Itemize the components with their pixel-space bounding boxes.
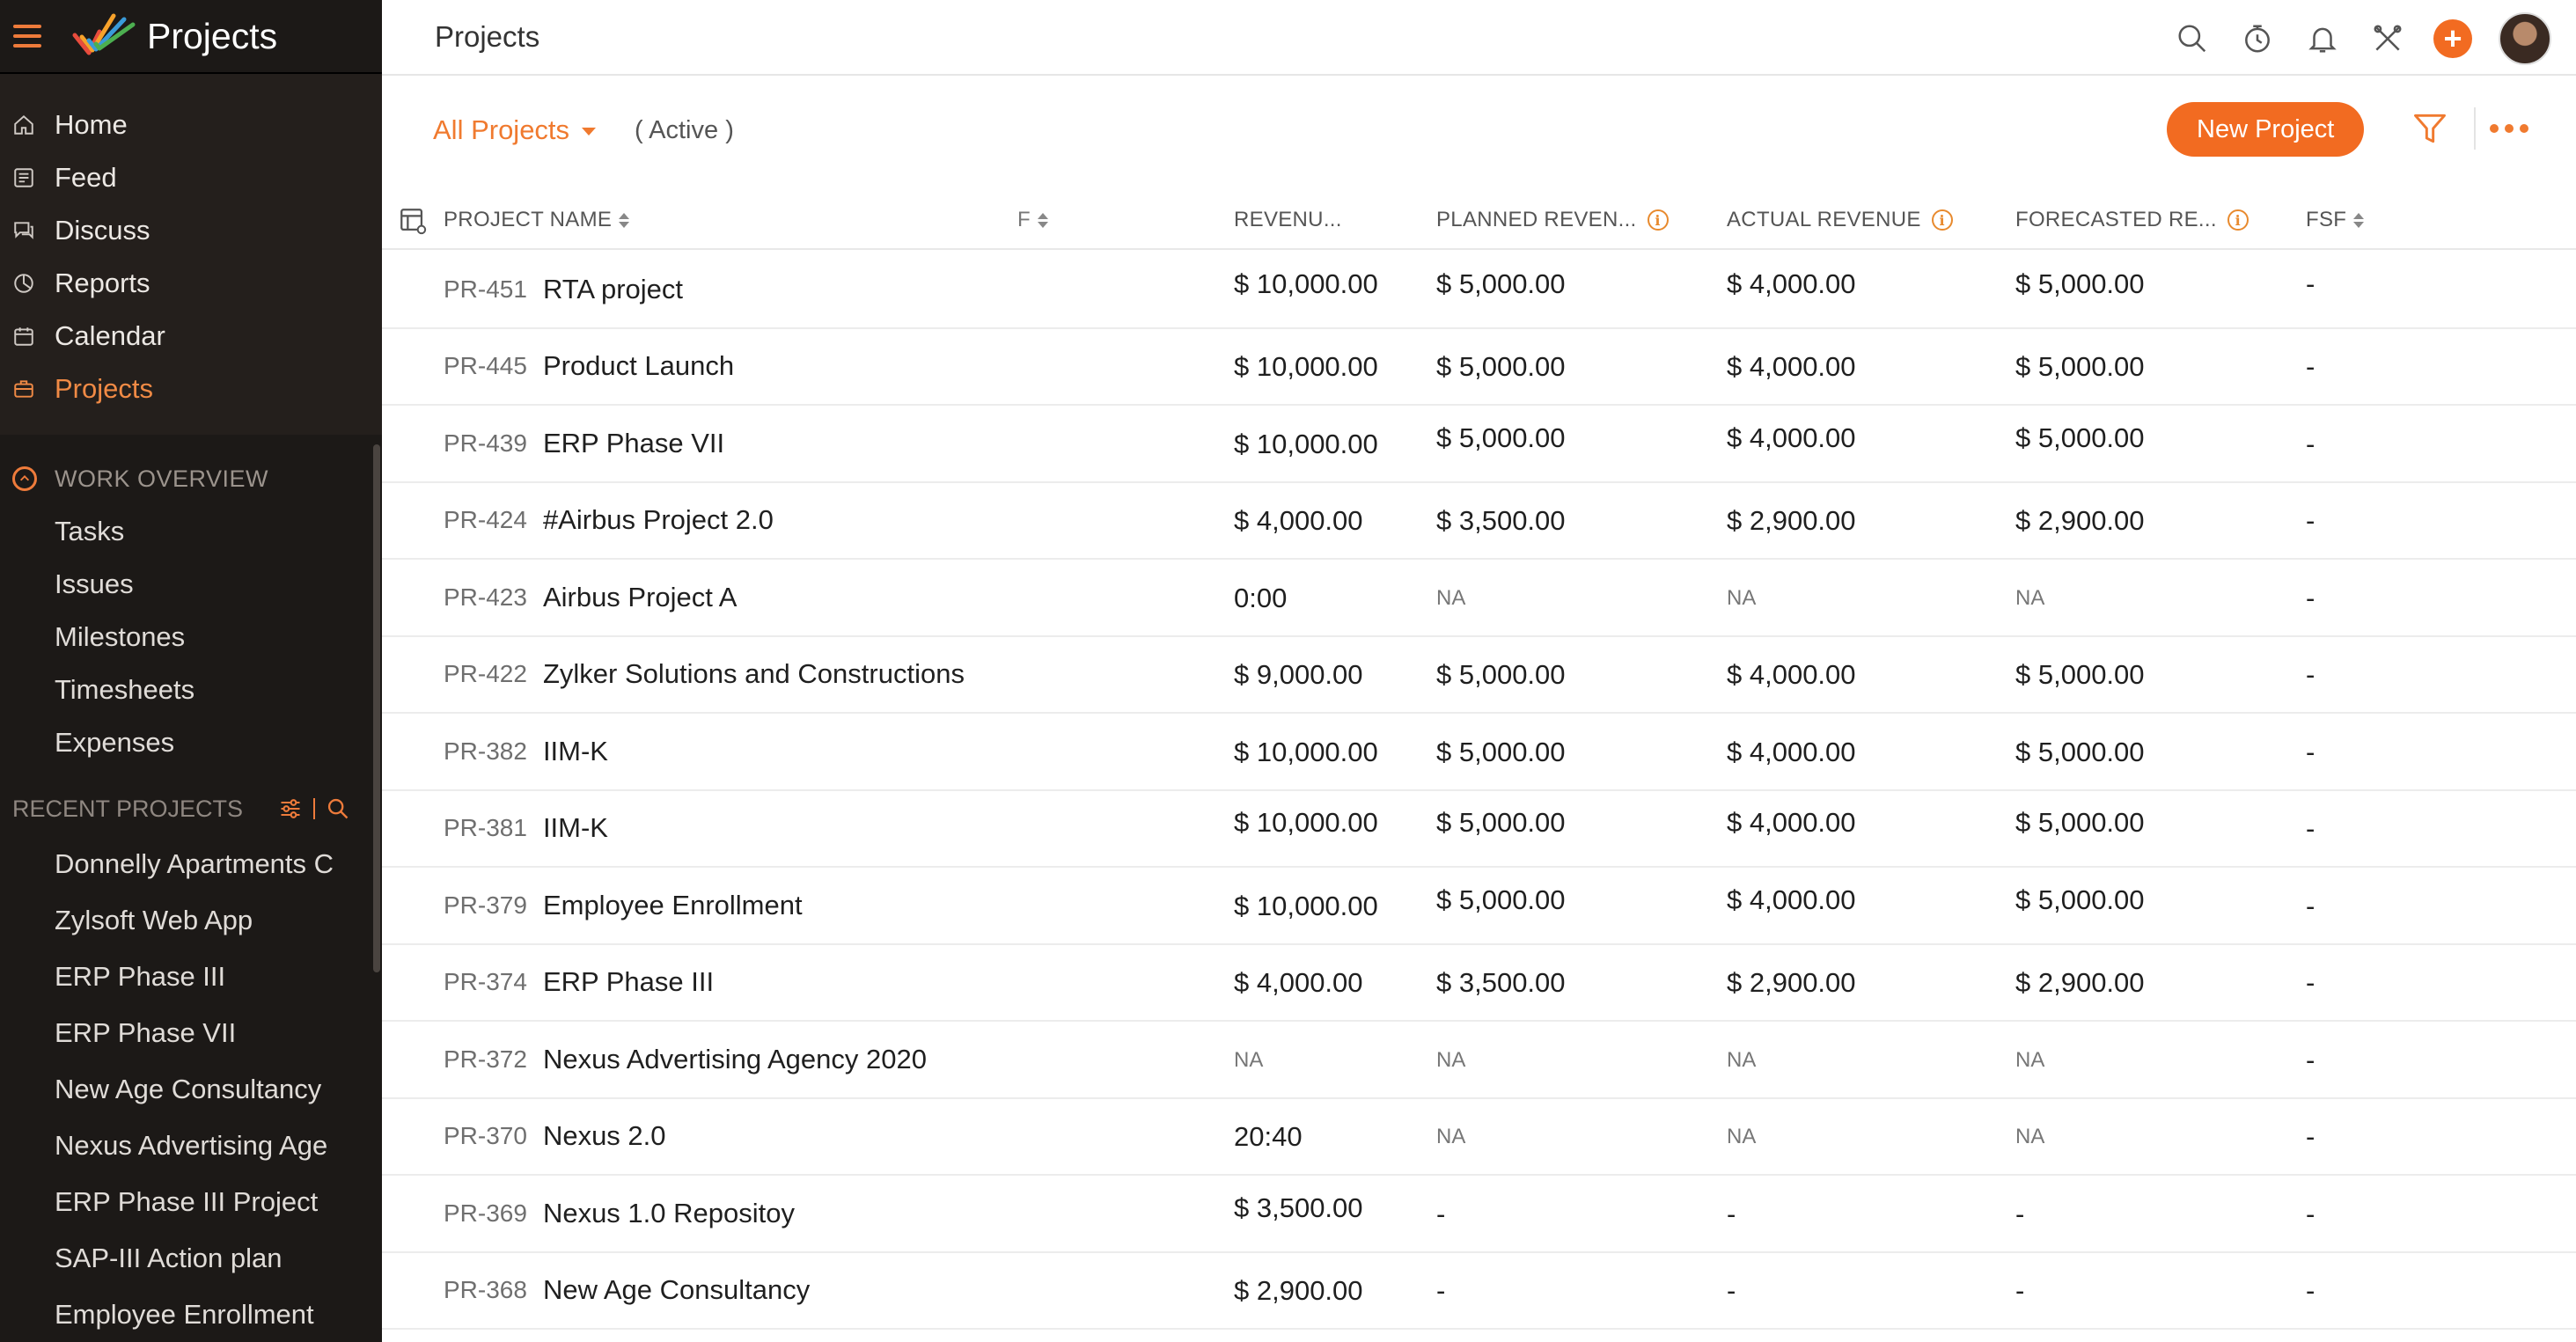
forecasted-revenue-cell: NA [2015,1047,2045,1072]
column-settings-icon[interactable] [398,206,428,236]
revenue-cell: $ 10,000.00 [1234,736,1378,767]
revenue-cell: 0:00 [1234,582,1288,613]
recent-project-item[interactable]: ERP Phase III [55,961,226,992]
tools-icon[interactable] [2368,19,2407,58]
actual-revenue-cell: $ 4,000.00 [1727,422,1856,453]
sidebar-item-issues[interactable]: Issues [55,568,134,599]
project-cell [382,483,1012,561]
actual-revenue-cell: NA [1727,585,1757,610]
recent-project-item[interactable]: Nexus Advertising Age [55,1130,328,1161]
actual-revenue-cell: NA [1727,1125,1757,1149]
project-id: PR-439 [444,429,527,457]
project-name-link[interactable]: Product Launch [542,350,735,382]
recent-projects-tools [278,796,350,821]
nav-item-label: Reports [55,268,150,298]
nav-item-calendar[interactable] [0,310,382,363]
planned-revenue-cell: $ 5,000.00 [1436,659,1566,691]
project-cell [382,1176,1012,1253]
forecasted-revenue-cell: $ 5,000.00 [2015,736,2145,767]
project-cell [382,406,1012,483]
sidebar [0,0,382,1342]
planned-revenue-cell: $ 5,000.00 [1436,884,1566,915]
project-name-link[interactable]: RTA project [542,273,684,304]
project-view-label: All Projects [433,114,570,145]
project-cell [382,560,1012,637]
nav-item-reports[interactable] [0,257,382,310]
table-row[interactable] [382,637,2576,715]
column-label: F [1017,208,1031,231]
actual-revenue-cell: - [1727,1198,1736,1229]
project-name-link[interactable]: #Airbus Project 2.0 [542,504,774,536]
recent-projects-heading [0,781,382,836]
forecasted-revenue-cell: $ 5,000.00 [2015,268,2145,299]
column-partial[interactable] [1017,208,1048,232]
fsf-cell: - [2306,813,2315,845]
planned-revenue-cell: - [1436,1198,1446,1229]
revenue-cell: $ 10,000.00 [1234,807,1378,839]
sidebar-item-tasks[interactable]: Tasks [55,516,125,546]
nav-item-label: Projects [55,373,153,404]
sidebar-header [0,0,382,74]
project-cell [382,252,1012,329]
planned-revenue-cell: $ 5,000.00 [1436,351,1566,383]
work-overview-heading[interactable] [0,452,382,505]
project-id: PR-369 [444,1199,527,1227]
search-icon[interactable] [2173,19,2212,58]
column-label: PLANNED REVEN... [1436,208,1637,231]
calendar-icon [12,325,35,348]
planned-revenue-cell: $ 3,500.00 [1436,967,1566,999]
table-row[interactable] [382,560,2576,637]
project-id: PR-381 [444,814,527,842]
project-cell [382,1099,1012,1177]
timer-icon[interactable] [2238,19,2277,58]
fsf-cell: - [2306,1198,2315,1229]
forecasted-revenue-cell: NA [2015,1125,2045,1149]
project-cell [382,868,1012,945]
planned-revenue-cell: $ 5,000.00 [1436,736,1566,767]
main-nav [0,74,382,435]
revenue-cell: $ 4,000.00 [1234,505,1363,537]
table-row[interactable] [382,329,2576,407]
table-row[interactable] [382,945,2576,1023]
forecasted-revenue-cell: $ 5,000.00 [2015,351,2145,383]
actual-revenue-cell: $ 2,900.00 [1727,967,1856,999]
column-label: PROJECT NAME [444,208,613,231]
fsf-cell: - [2306,890,2315,921]
column-label: REVENU... [1234,208,1342,231]
nav-item-feed[interactable] [0,151,382,204]
project-name-link[interactable]: Nexus 1.0 Repositoy [542,1197,795,1228]
separator [313,798,315,819]
table-row[interactable] [382,252,2576,329]
revenue-cell: $ 10,000.00 [1234,268,1378,299]
forecasted-revenue-cell: - [2015,1198,2025,1229]
fsf-cell: - [2306,659,2315,691]
revenue-cell: $ 10,000.00 [1234,890,1378,921]
fsf-cell: - [2306,428,2315,459]
project-id: PR-374 [444,968,527,996]
quick-add-plus-icon[interactable]: + [2433,19,2472,58]
forecasted-revenue-cell: NA [2015,585,2045,610]
recent-project-item[interactable]: New Age Consultancy [55,1074,322,1104]
project-name-link[interactable]: IIM-K [542,812,608,844]
page-title: Projects [435,20,540,53]
project-name-link[interactable]: New Age Consultancy [542,1274,811,1306]
revenue-cell: NA [1234,1047,1264,1072]
sidebar-item-expenses[interactable]: Expenses [55,727,175,758]
fsf-cell: - [2306,967,2315,999]
table-row[interactable] [382,483,2576,561]
project-cell [382,1253,1012,1331]
bell-icon[interactable] [2303,19,2342,58]
nav-item-label: Home [55,109,128,140]
table-row[interactable] [382,1176,2576,1253]
table-header [382,194,2576,250]
actual-revenue-cell: $ 4,000.00 [1727,659,1856,691]
project-id: PR-445 [444,352,527,380]
forecasted-revenue-cell: $ 2,900.00 [2015,505,2145,537]
filter-icon[interactable] [2411,109,2449,148]
column-revenue[interactable] [1234,208,1342,232]
fsf-cell: - [2306,1121,2315,1153]
more-options-icon[interactable] [2490,111,2528,146]
table-row[interactable] [382,1253,2576,1331]
planned-revenue-cell: $ 5,000.00 [1436,422,1566,453]
planned-revenue-cell: - [1436,1275,1446,1307]
actual-revenue-cell: $ 4,000.00 [1727,807,1856,839]
project-cell [382,637,1012,715]
project-id: PR-422 [444,660,527,688]
sort-icon[interactable] [619,213,629,228]
top-header [382,0,2576,76]
app-logo-icon [70,9,136,63]
actual-revenue-cell: NA [1727,1047,1757,1072]
recent-project-item[interactable]: Zylsoft Web App [55,905,253,935]
revenue-cell: $ 9,000.00 [1234,659,1363,691]
actual-revenue-cell: $ 4,000.00 [1727,351,1856,383]
project-cell [382,791,1012,869]
fsf-cell: - [2306,1044,2315,1075]
nav-item-label: Discuss [55,215,150,246]
planned-revenue-cell: NA [1436,585,1466,610]
planned-revenue-cell: $ 5,000.00 [1436,268,1566,299]
project-id: PR-382 [444,737,527,765]
avatar[interactable] [2499,12,2551,65]
collapse-chevron-icon[interactable] [12,466,37,491]
app-title: Projects [147,15,278,56]
info-icon[interactable]: i [2227,209,2249,231]
column-label: FORECASTED RE... [2015,208,2217,231]
sliders-icon[interactable] [278,796,303,821]
revenue-cell: $ 2,900.00 [1234,1275,1363,1307]
forecasted-revenue-cell: - [2015,1275,2025,1307]
fsf-cell: - [2306,1275,2315,1307]
revenue-cell: $ 10,000.00 [1234,428,1378,459]
toolbar-divider [2474,107,2476,150]
recent-project-item[interactable]: ERP Phase III Project [55,1186,319,1217]
project-cell [382,945,1012,1023]
project-view-dropdown[interactable] [433,114,596,146]
table-row[interactable] [382,868,2576,945]
column-actual-revenue[interactable] [1727,208,1953,232]
revenue-cell: $ 4,000.00 [1234,967,1363,999]
column-label: FSF [2306,208,2347,231]
revenue-cell: 20:40 [1234,1121,1303,1153]
fsf-cell: - [2306,268,2315,299]
view-toolbar [382,77,2576,183]
recent-project-item[interactable]: Donnelly Apartments C [55,848,334,879]
project-name-link[interactable]: Nexus Advertising Agency 2020 [542,1043,927,1074]
fsf-cell: - [2306,736,2315,767]
forecasted-revenue-cell: $ 2,900.00 [2015,967,2145,999]
status-label: ( Active ) [635,115,734,144]
table-body [382,252,2576,1330]
revenue-cell: $ 3,500.00 [1234,1192,1363,1223]
column-planned-revenue[interactable] [1436,208,1669,232]
project-id: PR-368 [444,1276,527,1304]
forecasted-revenue-cell: $ 5,000.00 [2015,884,2145,915]
hamburger-menu-icon[interactable] [13,25,41,48]
recent-project-item[interactable]: SAP-III Action plan [55,1243,283,1273]
search-icon[interactable] [326,796,350,821]
sort-icon[interactable] [2353,213,2364,228]
sidebar-scrollbar[interactable] [373,444,380,972]
project-id: PR-424 [444,506,527,534]
recent-project-item[interactable]: Employee Enrollment [55,1299,314,1330]
column-label: ACTUAL REVENUE [1727,208,1921,231]
sidebar-item-milestones[interactable]: Milestones [55,621,186,652]
sidebar-item-timesheets[interactable]: Timesheets [55,674,195,705]
fsf-cell: - [2306,505,2315,537]
forecasted-revenue-cell: $ 5,000.00 [2015,422,2145,453]
forecasted-revenue-cell: $ 5,000.00 [2015,659,2145,691]
work-overview-label: WORK OVERVIEW [55,465,269,492]
revenue-cell: $ 10,000.00 [1234,351,1378,383]
column-forecasted-revenue[interactable] [2015,208,2249,232]
project-id: PR-379 [444,891,527,919]
actual-revenue-cell: $ 4,000.00 [1727,884,1856,915]
planned-revenue-cell: NA [1436,1047,1466,1072]
caret-down-icon [582,128,596,136]
actual-revenue-cell: $ 4,000.00 [1727,268,1856,299]
actual-revenue-cell: $ 2,900.00 [1727,505,1856,537]
project-name-link[interactable]: Airbus Project A [542,581,738,612]
fsf-cell: - [2306,582,2315,613]
project-name-link[interactable]: ERP Phase VII [542,427,725,458]
info-icon[interactable]: i [1932,209,1953,231]
table-row[interactable] [382,791,2576,869]
recent-project-item[interactable]: ERP Phase VII [55,1017,237,1048]
column-project-name[interactable] [444,208,629,232]
reports-icon [12,272,35,295]
project-cell [382,1022,1012,1099]
project-name-link[interactable]: IIM-K [542,735,608,766]
sort-icon[interactable] [1038,213,1048,228]
header-actions [2173,12,2551,65]
project-id: PR-423 [444,583,527,611]
discuss-icon [12,219,35,242]
table-row[interactable] [382,1099,2576,1177]
project-cell [382,329,1012,407]
nav-item-home[interactable] [0,99,382,151]
info-icon[interactable]: i [1648,209,1669,231]
planned-revenue-cell: $ 3,500.00 [1436,505,1566,537]
table-row[interactable] [382,714,2576,791]
project-id: PR-370 [444,1122,527,1150]
project-id: PR-372 [444,1045,527,1073]
briefcase-icon [12,378,35,400]
planned-revenue-cell: $ 5,000.00 [1436,807,1566,839]
project-cell [382,714,1012,791]
planned-revenue-cell: NA [1436,1125,1466,1149]
recent-projects-label: RECENT PROJECTS [12,795,244,822]
nav-item-label: Calendar [55,320,165,351]
project-name-link[interactable]: Employee Enrollment [542,889,803,920]
forecasted-revenue-cell: $ 5,000.00 [2015,807,2145,839]
new-project-button[interactable]: New Project [2167,102,2364,157]
table-row[interactable] [382,406,2576,483]
project-name-link[interactable]: ERP Phase III [542,966,715,998]
project-name-link[interactable]: Nexus 2.0 [542,1120,666,1152]
column-fsf[interactable] [2306,208,2364,232]
project-id: PR-451 [444,275,527,303]
feed-icon [12,166,35,189]
actual-revenue-cell: - [1727,1275,1736,1307]
nav-item-discuss[interactable] [0,204,382,257]
actual-revenue-cell: $ 4,000.00 [1727,736,1856,767]
nav-item-label: Feed [55,162,117,193]
nav-item-projects[interactable] [0,363,382,415]
home-icon [12,114,35,136]
table-row[interactable] [382,1022,2576,1099]
project-name-link[interactable]: Zylker Solutions and Constructions [542,658,965,690]
fsf-cell: - [2306,351,2315,383]
